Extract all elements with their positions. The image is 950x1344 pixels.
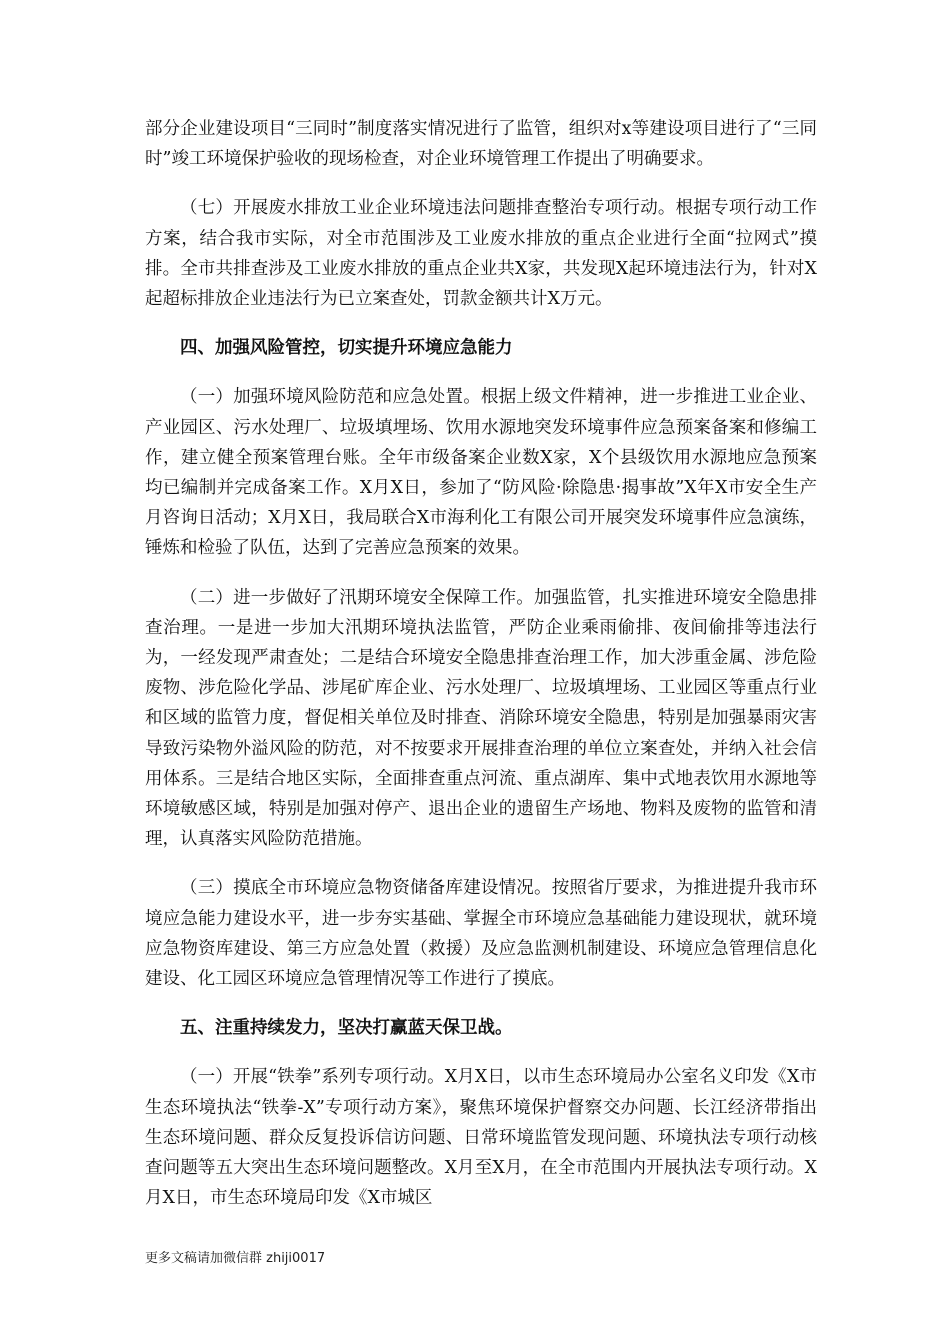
paragraph-item-1-section-5: （一）开展“铁拳”系列专项行动。X月X日，以市生态环境局办公室名义印发《X市生态环境执法“铁拳-X”专项行动方案》，聚焦环境保护督察交办问题、长江经济带指出生态环境问题、群众反复投诉信访问题、日常环境监管发现问题、环境执法专项行动核查问题等五大突出生态环境问题整改。X月至X月，在全市范围内开展执法专项行动。X月X日，市生态环境局印发《X市城区 <box>145 1067 817 1209</box>
paragraph-gap <box>145 854 817 873</box>
section-heading-4: 四、加强风险管控，切实提升环境应急能力 <box>180 338 513 359</box>
paragraph-item-2: （二）进一步做好了汛期环境安全保障工作。加强监管，扎实推进环境安全隐患排查治理。一是进一步加大汛期环境执法监管，严防企业乘雨偷排、夜间偷排等违法行为，一经发现严肃查处；二是结合环境安全隐患排查治理工作，加大涉重金属、涉危险废物、涉危险化学品、涉尾矿库企业、污水处理厂、垃圾填埋场、工业园区等重点行业和区域的监管力度，督促相关单位及时排查、消除环境安全隐患，特别是加强暴雨灾害导致污染物外溢风险的防范，对不按要求开展排查治理的单位立案查处，并纳入社会信用体系。三是结合地区实际，全面排查重点河流、重点湖库、集中式地表饮用水源地等环境敏感区域，特别是加强对停产、退出企业的遗留生产场地、物料及废物的监管和清理，认真落实风险防范措施。 <box>145 587 817 850</box>
paragraph-gap <box>145 564 817 583</box>
document-body <box>145 114 817 1214</box>
paragraph-item-3: （三）摸底全市环境应急物资储备库建设情况。按照省厅要求，为推进提升我市环境应急能力建设水平，进一步夯实基础、掌握全市环境应急基础能力建设现状，就环境应急物资库建设、第三方应急处置（救援）及应急监测机制建设、环境应急管理信息化建设、化工园区环境应急管理情况等工作进行了摸底。 <box>145 878 817 990</box>
paragraph-gap <box>145 363 817 382</box>
paragraph-item-1: （一）加强环境风险防范和应急处置。根据上级文件精神，进一步推进工业企业、产业园区、污水处理厂、垃圾填埋场、饮用水源地突发环境事件应急预案备案和修编工作，建立健全预案管理台账。全年市级备案企业数X家，X个县级饮用水源地应急预案均已编制并完成备案工作。X月X日，参加了“防风险·除隐患·揭事故”X年X市安全生产月咨询日活动；X月X日，我局联合X市海利化工有限公司开展突发环境事件应急演练，锤炼和检验了队伍，达到了完善应急预案的效果。 <box>145 387 817 559</box>
paragraph-gap <box>145 314 817 333</box>
paragraph-gap <box>145 1043 817 1062</box>
paragraph-gap <box>145 174 817 193</box>
paragraph-continuation: 部分企业建设项目“三同时”制度落实情况进行了监管，组织对x等建设项目进行了“三同时”竣工环境保护验收的现场检查，对企业环境管理工作提出了明确要求。 <box>145 119 817 170</box>
page-footer: 更多文稿请加微信群 zhiji0017 <box>145 1251 326 1266</box>
paragraph-item-7: （七）开展废水排放工业企业环境违法问题排查整治专项行动。根据专项行动工作方案，结合我市实际，对全市范围涉及工业废水排放的重点企业进行全面“拉网式”摸排。全市共排查涉及工业废水排放的重点企业共X家，共发现X起环境违法行为，针对X起超标排放企业违法行为已立案查处，罚款金额共计X万元。 <box>145 198 817 310</box>
paragraph-gap <box>145 994 817 1013</box>
section-heading-5: 五、注重持续发力，坚决打赢蓝天保卫战。 <box>180 1018 513 1039</box>
